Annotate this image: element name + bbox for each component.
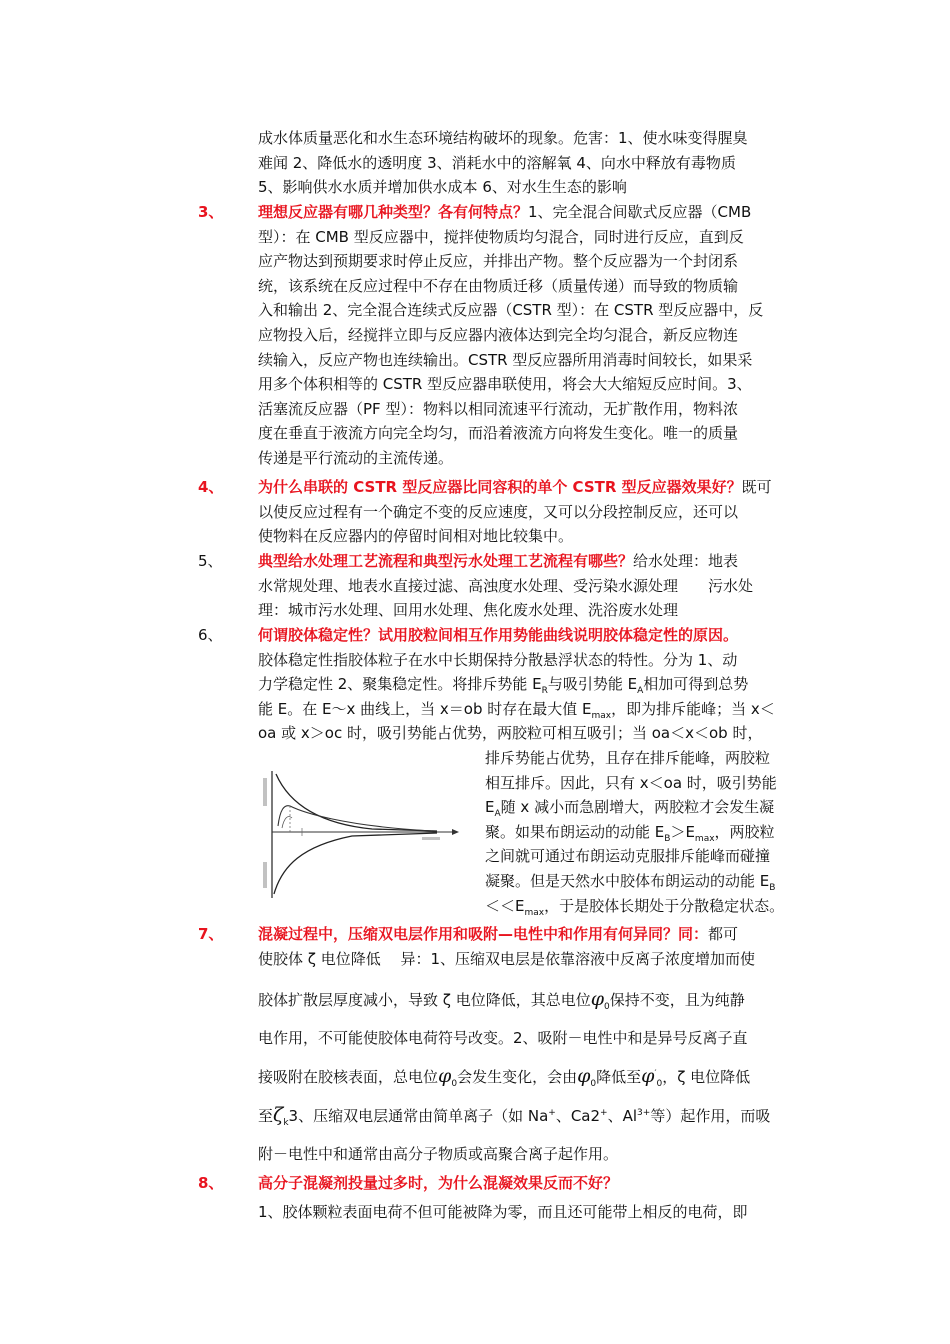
question-7-block-cont — [258, 980, 806, 1173]
text-line: 排斥势能占优势，且存在排斥能峰，两胶粒 — [485, 749, 771, 767]
text-line: 续输入，反应产物也连续输出。CSTR 型反应器所用消毒时间较长，如果采 — [258, 350, 753, 369]
phi-symbol: φ — [577, 1065, 591, 1087]
y-axis-label-mark — [263, 862, 267, 888]
text-span: ＞E — [670, 822, 695, 841]
text-line: 5、影响供水水质并增加供水成本 6、对水生生态的影响 — [258, 178, 627, 197]
text-line: 应产物达到预期要求时停止反应，并排出产物。整个反应器为一个封闭系 — [258, 252, 739, 271]
text-span: 、Al — [607, 1107, 638, 1125]
subscript: B — [769, 882, 776, 893]
text-span: 至 — [258, 1107, 274, 1125]
text-span: 与吸引势能 E — [547, 675, 638, 694]
text-line: 胶体稳定性指胶体粒子在水中长期保持分散悬浮状态的特性。分为 1、动 — [258, 650, 738, 669]
text-line: oa 或 x＞oc 时，吸引势能占优势，两胶粒可相互吸引；当 oa＜x＜ob 时， — [258, 724, 763, 743]
superscript: 3+ — [637, 1108, 651, 1118]
question-6-block — [258, 623, 806, 746]
superscript: + — [548, 1108, 556, 1118]
text-line: 水常规处理、地表水直接过滤、高浊度水处理、受污染水源处理 污水处 — [258, 576, 754, 595]
question-number-4: 4、 — [198, 478, 224, 496]
text-span: ，即为排斥能峰；当 x＜ — [611, 699, 775, 718]
text-line: 活塞流反应器（PF 型）：物料以相同流速平行流动，无扩散作用，物料浓 — [258, 399, 738, 418]
text-line: 使胶体 ζ 电位降低 异：1、压缩双电层是依靠溶液中反离子浓度增加而使 — [258, 949, 756, 968]
question-8-block — [258, 1171, 806, 1224]
phi-symbol: φ — [438, 1065, 452, 1087]
question-5-title: 典型给水处理工艺流程和典型污水处理工艺流程有哪些？ — [258, 552, 634, 570]
text-line: 统，该系统在反应过程中不存在由物质迁移（质量传递）而导致的物质输 — [258, 276, 739, 295]
text-line: 以使反应过程有一个确定不变的反应速度，又可以分段控制反应，还可以 — [258, 502, 739, 521]
text-line: 型）：在 CMB 型反应器中，搅拌使物质均匀混合，同时进行反应，直到反 — [258, 227, 744, 246]
subscript: k — [283, 1118, 289, 1128]
question-3-block — [258, 200, 806, 471]
question-4-block — [258, 475, 806, 549]
question-number-5: 5、 — [198, 552, 223, 570]
text-line: 之间就可通过布朗运动克服排斥能峰而碰撞 — [485, 847, 771, 866]
subscript: 0 — [590, 1079, 597, 1089]
text-line: 使物料在反应器内的停留时间相对地比较集中。 — [258, 527, 574, 546]
x-axis-arrow — [452, 829, 459, 835]
text-span: 凝聚。但是天然水中胶体布朗运动的动能 E — [485, 871, 770, 890]
question-5-block — [258, 549, 806, 623]
phi-symbol: φ — [641, 1065, 655, 1087]
text-span: ，两胶粒 — [714, 822, 775, 841]
subscript: R — [541, 686, 548, 697]
secondary-curve — [282, 816, 292, 828]
question-6-wrap-text — [485, 746, 807, 918]
subscript: 0 — [604, 1002, 610, 1012]
paragraph-eutrophication — [258, 126, 806, 200]
text-span: E — [485, 798, 495, 817]
text-span: 力学稳定性 2、聚集稳定性。将排斥势能 E — [258, 675, 542, 694]
question-number-7: 7、 — [198, 925, 224, 943]
question-6-title: 何谓胶体稳定性？试用胶粒间相互作用势能曲线说明胶体稳定性的原因。 — [258, 626, 739, 644]
question-7-title: 混凝过程中，压缩双电层作用和吸附—电性中和作用有何异同？同： — [258, 925, 709, 943]
superscript: + — [600, 1108, 608, 1118]
text-line: 附－电性中和通常由高分子物质或高聚合离子起作用。 — [258, 1145, 619, 1163]
attractive-curve — [274, 833, 437, 894]
text-span: 保持不变，且为纯静 — [609, 991, 745, 1009]
question-number-6: 6、 — [198, 626, 223, 644]
answer-3-start: 1、完全混合间歇式反应器（CMB — [528, 203, 752, 221]
question-number-8: 8、 — [198, 1174, 224, 1192]
prime-mark: ′ — [654, 1069, 657, 1079]
subscript: B — [664, 833, 671, 844]
answer-7-start: 都可 — [708, 925, 739, 943]
text-line: 成水体质量恶化和水生态环境结构破坏的现象。危害：1、使水味变得腥臭 — [258, 129, 748, 147]
phi-symbol: φ — [590, 988, 605, 1010]
subscript: max — [524, 907, 545, 918]
text-span: ＜＜E — [485, 896, 525, 915]
text-line: 电作用，不可能使胶体电荷符号改变。2、吸附－电性中和是异号反离子直 — [258, 1029, 748, 1047]
answer-4-start: 既可 — [741, 478, 772, 496]
subscript: 0 — [451, 1079, 458, 1089]
text-span: 3、压缩双电层通常由简单离子（如 Na — [288, 1107, 549, 1125]
potential-energy-curve-image — [262, 766, 480, 906]
text-line: 难闻 2、降低水的透明度 3、消耗水中的溶解氧 4、向水中释放有毒物质 — [258, 153, 736, 172]
subscript: max — [591, 710, 612, 721]
text-span: ，ζ 电位降低 — [662, 1068, 751, 1086]
text-span: 随 x 减小而急剧增大，两胶粒才会发生凝 — [500, 798, 775, 817]
text-span: 接吸附在胶核表面，总电位 — [258, 1068, 439, 1086]
potential-energy-curve-figure — [262, 766, 480, 906]
text-span: 、Ca2 — [555, 1107, 601, 1125]
text-span: 能 E。在 E～x 曲线上，当 x＝ob 时存在最大值 E — [258, 699, 592, 718]
answer-5-start: 给水处理：地表 — [633, 552, 739, 570]
text-line: 相互排斥。因此，只有 x＜oa 时，吸引势能 — [485, 773, 777, 792]
zeta-symbol: ζ — [273, 1104, 284, 1126]
text-line: 入和输出 2、完全混合连续式反应器（CSTR 型）：在 CSTR 型反应器中，反 — [258, 301, 764, 320]
text-span: 降低至 — [596, 1068, 642, 1086]
question-7-block — [258, 922, 806, 971]
text-line: 应物投入后，经搅拌立即与反应器内液体达到完全均匀混合，新反应物连 — [258, 325, 739, 344]
repulsive-curve — [276, 774, 437, 831]
question-number-3: 3、 — [198, 203, 224, 221]
text-line: 用多个体积相等的 CSTR 型反应器串联使用，将会大大缩短反应时间。3、 — [258, 375, 752, 394]
text-span: 胶体扩散层厚度减小，导致 ζ 电位降低，其总电位 — [258, 991, 591, 1009]
subscript: 0 — [656, 1079, 663, 1089]
question-4-title: 为什么串联的 CSTR 型反应器比同容积的单个 CSTR 型反应器效果好？ — [258, 478, 742, 496]
text-line: 1、胶体颗粒表面电荷不但可能被降为零，而且还可能带上相反的电荷，即 — [258, 1202, 748, 1221]
x-axis-label-mark — [422, 837, 440, 840]
text-span: 会发生变化，会由 — [457, 1068, 578, 1086]
question-8-title: 高分子混凝剂投量过多时，为什么混凝效果反而不好？ — [258, 1174, 619, 1192]
text-span: ，于是胶体长期处于分散稳定状态。 — [544, 896, 785, 915]
text-line: 理：城市污水处理、回用水处理、焦化废水处理、洗浴废水处理 — [258, 601, 679, 620]
subscript: A — [494, 809, 501, 820]
text-line: 传递是平行流动的主流传递。 — [258, 448, 454, 467]
question-3-title: 理想反应器有哪几种类型？各有何特点？ — [258, 203, 529, 221]
subscript: A — [637, 686, 644, 697]
text-line: 度在垂直于液流方向完全均匀，而沿着液流方向将发生变化。唯一的质量 — [258, 424, 739, 443]
subscript: max — [694, 833, 715, 844]
text-span: 等）起作用，而吸 — [650, 1107, 771, 1125]
text-span: 相加可得到总势 — [643, 675, 749, 694]
text-span: 聚。如果布朗运动的动能 E — [485, 822, 665, 841]
y-axis-label-mark — [263, 778, 267, 806]
